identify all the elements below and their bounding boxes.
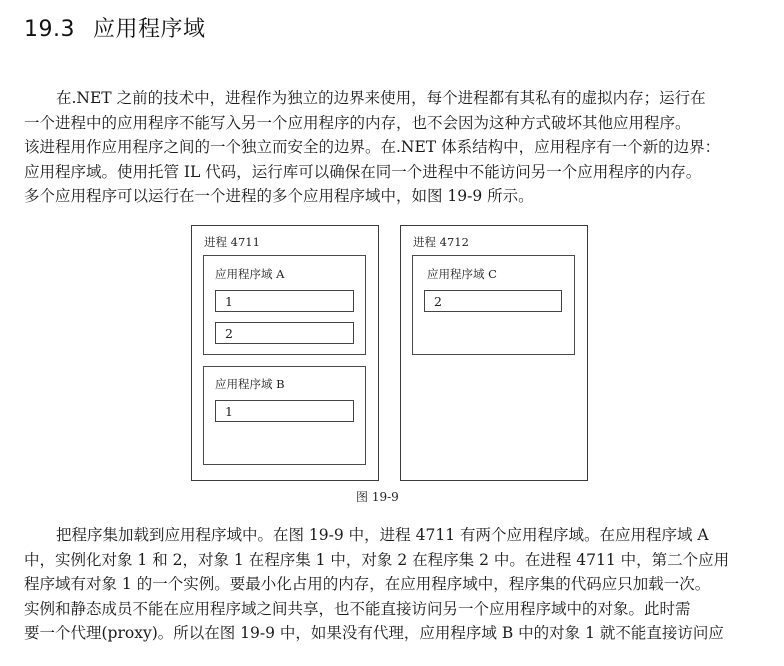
text-line: 中，实例化对象 1 和 2，对象 1 在程序集 1 中，对象 2 在程序集 2 中。在进程 4711 中，第二个应用 [24, 550, 730, 569]
app-domain-a-label: 应用程序域 A [215, 267, 285, 281]
section-number: 19.3 [24, 17, 75, 42]
object-box [215, 290, 354, 312]
text-line: 该进程用作应用程序之间的一个独立而安全的边界。在.NET 体系结构中，应用程序有一个新的边界： [24, 138, 721, 156]
app-domain-b-label: 应用程序域 B [215, 377, 285, 391]
object-id: 2 [225, 326, 233, 341]
object-box [215, 322, 354, 344]
object-box [424, 290, 562, 312]
object-id: 1 [225, 294, 233, 309]
figure-caption: 图 19-9 [356, 490, 399, 504]
text-line: 实例和静态成员不能在应用程序域之间共享，也不能直接访问另一个应用程序域中的对象。此时需 [24, 599, 691, 618]
app-domain-c-label: 应用程序域 C [427, 267, 497, 281]
object-box [215, 400, 354, 422]
object-id: 2 [434, 294, 442, 309]
text-line: 应用程序域。使用托管 IL 代码，运行库可以确保在同一个进程中不能访问另一个应用程序的内存。 [24, 162, 702, 181]
text-line: 要一个代理(proxy)。所以在图 19-9 中，如果没有代理，应用程序域 B 中的对象 1 就不能直接访问应 [24, 624, 724, 642]
text-line: 多个应用程序可以运行在一个进程的多个应用程序域中，如图 19-9 所示。 [24, 187, 534, 205]
paragraph-intro [24, 86, 768, 209]
paragraph-explanation [24, 523, 768, 646]
object-id: 1 [225, 404, 233, 419]
text-line: 在.NET 之前的技术中，进程作为独立的边界来使用，每个进程都有其私有的虚拟内存；运行在 [56, 89, 706, 107]
process-label-4712: 进程 4712 [413, 235, 469, 249]
section-heading [24, 12, 206, 43]
text-line: 程序域有对象 1 的一个实例。要最小化占用的内存，在应用程序域中，程序集的代码应只加载一次。 [24, 575, 711, 593]
text-line: 一个进程中的应用程序不能写入另一个应用程序的内存，也不会因为这种方式破坏其他应用程序。 [24, 113, 691, 132]
text-line: 把程序集加载到应用程序域中。在图 19-9 中，进程 4711 有两个应用程序域。在应用程序域 A [56, 526, 709, 544]
process-label-4711: 进程 4711 [204, 235, 260, 249]
section-title: 应用程序域 [92, 17, 206, 42]
